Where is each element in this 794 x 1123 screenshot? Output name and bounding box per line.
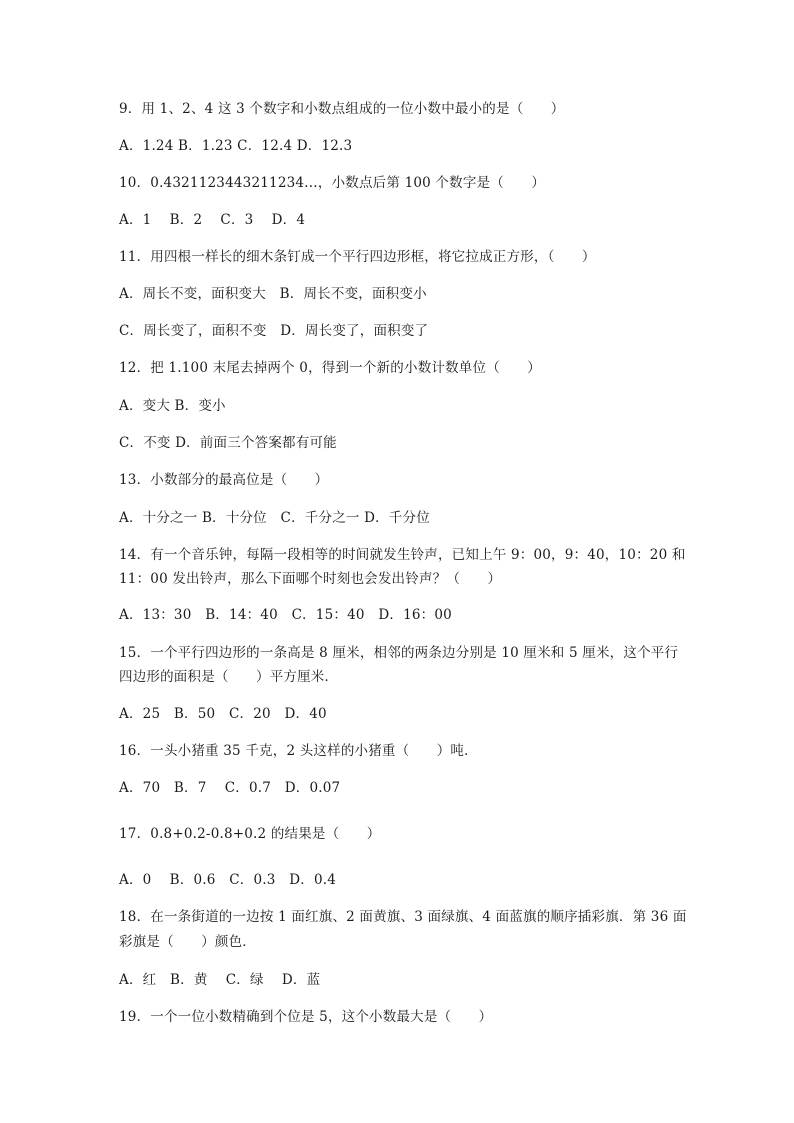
question-15-options: A．25 B．50 C．20 D．40 (119, 706, 327, 722)
question-18-options: A．红 B．黄 C．绿 D．蓝 (119, 972, 321, 988)
question-17: 17．0.8+0.2-0.8+0.2 的结果是（ ） (119, 826, 381, 842)
question-16: 16．一头小猪重 35 千克，2 头这样的小猪重（ ）吨． (119, 743, 478, 759)
question-11: 11．用四根一样长的细木条钉成一个平行四边形框，将它拉成正方形，（ ） (119, 249, 596, 265)
question-14-line-1: 14．有一个音乐钟，每隔一段相等的时间就发生铃声，已知上午 9：00，9：40，10：20 和 (119, 547, 686, 563)
question-15-line-2: 四边形的面积是（ ）平方厘米． (119, 669, 339, 685)
question-17-options: A．0 B．0.6 C．0.3 D．0.4 (119, 872, 337, 888)
question-14-options: A．13：30 B．14：40 C．15：40 D．16：00 (119, 607, 452, 623)
question-16-options: A．70 B．7 C．0.7 D．0.07 (119, 780, 341, 796)
question-12: 12．把 1.100 末尾去掉两个 0，得到一个新的小数计数单位（ ） (119, 360, 541, 376)
question-9: 9．用 1、2、4 这 3 个数字和小数点组成的一位小数中最小的是（ ） (119, 101, 565, 117)
question-10-options: A．1 B．2 C．3 D．4 (119, 212, 306, 228)
question-15-line-1: 15．一个平行四边形的一条高是 8 厘米，相邻的两条边分别是 10 厘米和 5 厘米，这个平行 (119, 645, 679, 661)
question-11-options-ab: A．周长不变，面积变大 B．周长不变，面积变小 (119, 286, 427, 302)
question-10: 10．0.4321123443211234…，小数点后第 100 个数字是（ ） (119, 175, 546, 191)
question-12-options-cd: C．不变 D．前面三个答案都有可能 (119, 435, 337, 451)
question-12-options-ab: A．变大 B．变小 (119, 398, 226, 414)
question-14-line-2: 11：00 发出铃声，那么下面哪个时刻也会发出铃声？（ ） (119, 571, 502, 587)
question-13-options: A．十分之一 B．十分位 C．千分之一 D．千分位 (119, 510, 430, 526)
question-19: 19．一个一位小数精确到个位是 5，这个小数最大是（ ） (119, 1009, 493, 1025)
question-18-line-1: 18．在一条街道的一边按 1 面红旗、2 面黄旗、3 面绿旗、4 面蓝旗的顺序插彩旗．第 36 面 (119, 909, 687, 925)
question-11-options-cd: C．周长变了，面积不变 D．周长变了，面积变了 (119, 323, 429, 339)
question-13: 13．小数部分的最高位是（ ） (119, 472, 329, 488)
question-18-line-2: 彩旗是（ ）颜色． (119, 934, 256, 950)
question-9-options: A．1.24 B．1.23 C．12.4 D．12.3 (119, 138, 353, 154)
